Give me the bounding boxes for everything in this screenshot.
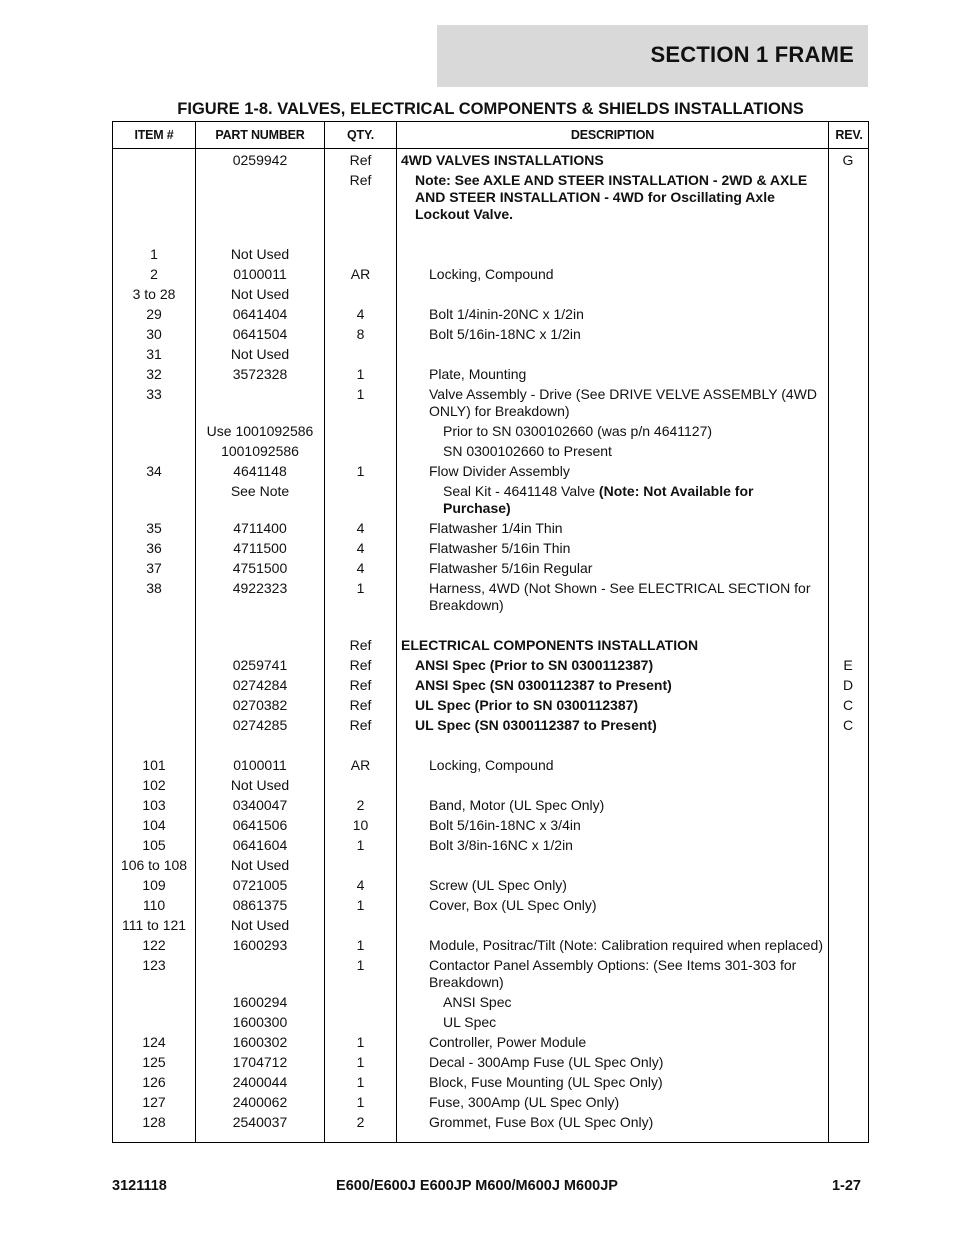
item-cell: 36 [146, 540, 162, 556]
description-cell: UL Spec [443, 1014, 497, 1030]
description-cell: Flow Divider Assembly [429, 463, 570, 479]
qty-cell: 8 [356, 326, 365, 342]
part-cell: 4711500 [233, 540, 287, 556]
table-row [113, 774, 868, 794]
qty-cell: 4 [356, 560, 365, 576]
item-cell: 122 [142, 937, 166, 953]
table-row [113, 363, 868, 383]
part-cell: 0641504 [232, 326, 288, 342]
description-cell [401, 777, 824, 794]
qty-cell: 1 [356, 937, 365, 953]
table-row [113, 714, 868, 734]
description-cell: Contactor Panel Assembly Options: (See Items 301-303 for Breakdown) [429, 957, 797, 990]
table-row [113, 263, 868, 283]
rev-cell: E [843, 657, 853, 673]
table-row [113, 1051, 868, 1071]
item-cell: 103 [142, 797, 166, 813]
table-row [113, 1071, 868, 1091]
part-cell: 1704712 [232, 1054, 288, 1070]
description-cell: ANSI Spec [443, 994, 512, 1010]
item-cell: 30 [146, 326, 162, 342]
rev-cell: G [842, 152, 854, 168]
row-spacer [113, 614, 868, 634]
item-cell: 106 to 108 [120, 857, 188, 873]
row-spacer [113, 223, 868, 243]
row-spacer [113, 734, 868, 754]
item-cell: 123 [142, 957, 166, 973]
table-row [113, 991, 868, 1011]
table-row [113, 343, 868, 363]
description-cell [401, 917, 824, 934]
part-cell: Use 1001092586 [206, 423, 314, 439]
part-cell: 4751500 [232, 560, 288, 576]
item-cell: 2 [150, 266, 158, 282]
item-cell: 111 to 121 [121, 917, 187, 933]
item-cell: 102 [142, 777, 166, 793]
qty-cell: 2 [356, 797, 365, 813]
qty-cell: Ref [349, 717, 372, 733]
description-cell: Flatwasher 5/16in Regular [429, 560, 593, 576]
description-cell: ELECTRICAL COMPONENTS INSTALLATION [401, 637, 699, 653]
part-cell: 4641148 [233, 463, 287, 479]
qty-cell: Ref [349, 657, 372, 673]
parts-table [112, 121, 869, 1143]
description-text: Seal Kit - 4641148 Valve [443, 483, 599, 499]
figure-title: FIGURE 1-8. VALVES, ELECTRICAL COMPONENTS & SHIELDS INSTALLATIONS [177, 100, 804, 118]
table-row [113, 694, 868, 714]
part-cell: 0100011 [233, 266, 287, 282]
header-description: DESCRIPTION [570, 128, 655, 142]
qty-cell: 1 [356, 386, 365, 402]
part-cell: 0259741 [232, 657, 288, 673]
qty-cell: AR [350, 757, 371, 773]
part-cell: 1600293 [232, 937, 288, 953]
item-cell: 31 [146, 346, 162, 362]
part-cell: 0100011 [233, 757, 287, 773]
part-cell: 1600302 [232, 1034, 288, 1050]
part-cell: 0259942 [232, 152, 288, 168]
table-row [113, 634, 868, 654]
item-cell: 101 [142, 757, 166, 773]
table-row [113, 323, 868, 343]
part-cell: 1001092586 [221, 443, 299, 459]
qty-cell: AR [350, 266, 371, 282]
item-cell: 104 [142, 817, 166, 833]
table-row [113, 149, 868, 169]
part-cell: Not Used [230, 857, 290, 873]
item-cell: 109 [142, 877, 166, 893]
qty-cell: 1 [356, 1034, 365, 1050]
description-cell: UL Spec (SN 0300112387 to Present) [415, 717, 657, 733]
table-row [113, 537, 868, 557]
part-cell: 0641506 [232, 817, 288, 833]
table-row [113, 954, 868, 991]
description-cell: ANSI Spec (Prior to SN 0300112387) [415, 657, 654, 673]
description-cell: Grommet, Fuse Box (UL Spec Only) [429, 1114, 654, 1130]
qty-cell: 1 [356, 463, 365, 479]
table-row [113, 794, 868, 814]
header-rev: REV. [835, 128, 863, 142]
description-cell: Cover, Box (UL Spec Only) [429, 897, 597, 913]
qty-cell: 4 [356, 520, 365, 536]
description-cell [401, 483, 824, 517]
description-cell: Flatwasher 5/16in Thin [429, 540, 571, 556]
item-cell: 124 [142, 1034, 166, 1050]
qty-cell: 2 [356, 1114, 365, 1130]
item-cell: 37 [146, 560, 162, 576]
qty-cell: 4 [356, 306, 365, 322]
table-row [113, 854, 868, 874]
item-cell: 1 [150, 246, 158, 262]
description-cell: SN 0300102660 to Present [443, 443, 612, 459]
part-cell: 0274285 [232, 717, 288, 733]
description-cell [401, 286, 824, 303]
table-row [113, 834, 868, 854]
table-row [113, 1011, 868, 1031]
description-cell [401, 346, 824, 363]
header-qty: QTY. [347, 128, 374, 142]
item-cell: 110 [142, 897, 166, 913]
description-cell: Plate, Mounting [429, 366, 527, 382]
qty-cell: 1 [356, 1074, 365, 1090]
table-row [113, 557, 868, 577]
item-cell: 126 [142, 1074, 166, 1090]
part-cell: 1600294 [232, 994, 288, 1010]
part-cell: 2400044 [232, 1074, 288, 1090]
description-cell: Bolt 5/16in-18NC x 1/2in [429, 326, 581, 342]
description-cell: Locking, Compound [429, 757, 554, 773]
purchase-note: (Note: Not Available for Purchase) [443, 483, 754, 516]
qty-cell: 4 [356, 877, 365, 893]
qty-cell: 1 [356, 1094, 365, 1110]
description-cell: Bolt 1/4inin-20NC x 1/2in [429, 306, 584, 322]
footer-page-number: 1-27 [831, 1178, 861, 1194]
part-cell: Not Used [230, 346, 290, 362]
description-cell: Band, Motor (UL Spec Only) [429, 797, 605, 813]
header-item: ITEM # [134, 128, 174, 142]
table-row [113, 1091, 868, 1111]
description-cell: Valve Assembly - Drive (See DRIVE VELVE ASSEMBLY (4WD ONLY) for Breakdown) [429, 386, 817, 419]
description-cell [401, 246, 824, 263]
rev-cell: C [842, 697, 854, 713]
description-cell: Module, Positrac/Tilt (Note: Calibration required when replaced) [429, 937, 823, 953]
part-cell: Not Used [230, 246, 290, 262]
item-cell: 125 [142, 1054, 166, 1070]
part-cell: 0274284 [232, 677, 288, 693]
table-row [113, 874, 868, 894]
qty-cell: 1 [356, 957, 365, 973]
table-row [113, 383, 868, 420]
rev-cell: C [842, 717, 854, 733]
description-cell: ANSI Spec (SN 0300112387 to Present) [415, 677, 672, 693]
description-cell: Harness, 4WD (Not Shown - See ELECTRICAL SECTION for Breakdown) [429, 580, 811, 613]
qty-cell: 1 [356, 580, 365, 596]
table-row [113, 169, 868, 223]
table-row [113, 243, 868, 263]
qty-cell: Ref [349, 697, 372, 713]
table-row [113, 914, 868, 934]
part-cell: 0721005 [232, 877, 288, 893]
section-banner [437, 25, 868, 87]
description-cell: Flatwasher 1/4in Thin [429, 520, 563, 536]
qty-cell: 10 [352, 817, 369, 833]
table-row [113, 894, 868, 914]
table-row [113, 934, 868, 954]
item-cell: 33 [146, 386, 162, 402]
item-cell: 3 to 28 [132, 286, 176, 302]
part-cell: 4711400 [233, 520, 287, 536]
description-cell: Fuse, 300Amp (UL Spec Only) [429, 1094, 620, 1110]
qty-cell: Ref [349, 172, 372, 188]
description-cell [401, 857, 824, 874]
qty-cell: Ref [349, 637, 372, 653]
table-row [113, 674, 868, 694]
header-part-number: PART NUMBER [215, 128, 305, 142]
item-cell: 29 [146, 306, 162, 322]
qty-cell: 1 [356, 366, 365, 382]
table-row [113, 654, 868, 674]
item-cell: 34 [146, 463, 162, 479]
description-cell: Bolt 5/16in-18NC x 3/4in [429, 817, 581, 833]
part-cell: 4922323 [232, 580, 288, 596]
item-cell: 127 [142, 1094, 166, 1110]
table-row [113, 1111, 868, 1131]
part-cell: 1600300 [232, 1014, 288, 1030]
footer-models: E600/E600J E600JP M600/M600J M600JP [336, 1178, 618, 1194]
part-cell: 0340047 [232, 797, 288, 813]
item-cell: 38 [146, 580, 162, 596]
part-cell: 2540037 [232, 1114, 288, 1130]
rev-cell: D [842, 677, 854, 693]
footer-doc-number: 3121118 [112, 1178, 167, 1194]
table-row [113, 303, 868, 323]
part-cell: 2400062 [232, 1094, 288, 1110]
table-row [113, 420, 868, 440]
table-row [113, 754, 868, 774]
qty-cell: 1 [356, 837, 365, 853]
table-row [113, 480, 868, 517]
part-cell: 0641404 [232, 306, 288, 322]
description-cell: Bolt 3/8in-16NC x 1/2in [429, 837, 573, 853]
table-row [113, 1031, 868, 1051]
table-row [113, 283, 868, 303]
part-cell: 3572328 [232, 366, 288, 382]
part-cell: 0861375 [232, 897, 288, 913]
item-cell: 32 [146, 366, 162, 382]
section-title: SECTION 1 FRAME [650, 42, 854, 67]
item-cell: 35 [146, 520, 162, 536]
qty-cell: Ref [349, 677, 372, 693]
table-row [113, 517, 868, 537]
item-cell: 105 [142, 837, 166, 853]
qty-cell: 4 [356, 540, 365, 556]
description-cell: Note: See AXLE AND STEER INSTALLATION - 2WD & AXLE AND STEER INSTALLATION - 4WD for Oscillating Axle Lockout Valve. [415, 172, 808, 222]
part-cell: Not Used [230, 286, 290, 302]
part-cell: 0641604 [232, 837, 288, 853]
description-cell: Locking, Compound [429, 266, 554, 282]
table-row [113, 577, 868, 614]
qty-cell: Ref [349, 152, 372, 168]
table-rows [113, 149, 868, 1131]
description-cell: 4WD VALVES INSTALLATIONS [401, 152, 604, 168]
part-cell: 0270382 [232, 697, 288, 713]
qty-cell: 1 [356, 897, 365, 913]
part-cell: Not Used [230, 777, 290, 793]
description-cell: Decal - 300Amp Fuse (UL Spec Only) [429, 1054, 664, 1070]
description-cell: UL Spec (Prior to SN 0300112387) [415, 697, 639, 713]
table-row [113, 440, 868, 460]
table-row [113, 814, 868, 834]
part-cell: See Note [230, 483, 290, 499]
part-cell: Not Used [230, 917, 290, 933]
description-cell: Prior to SN 0300102660 (was p/n 4641127) [443, 423, 713, 439]
qty-cell: 1 [356, 1054, 365, 1070]
description-cell: Block, Fuse Mounting (UL Spec Only) [429, 1074, 663, 1090]
table-row [113, 460, 868, 480]
description-cell: Screw (UL Spec Only) [429, 877, 567, 893]
description-cell: Controller, Power Module [429, 1034, 587, 1050]
item-cell: 128 [142, 1114, 166, 1130]
